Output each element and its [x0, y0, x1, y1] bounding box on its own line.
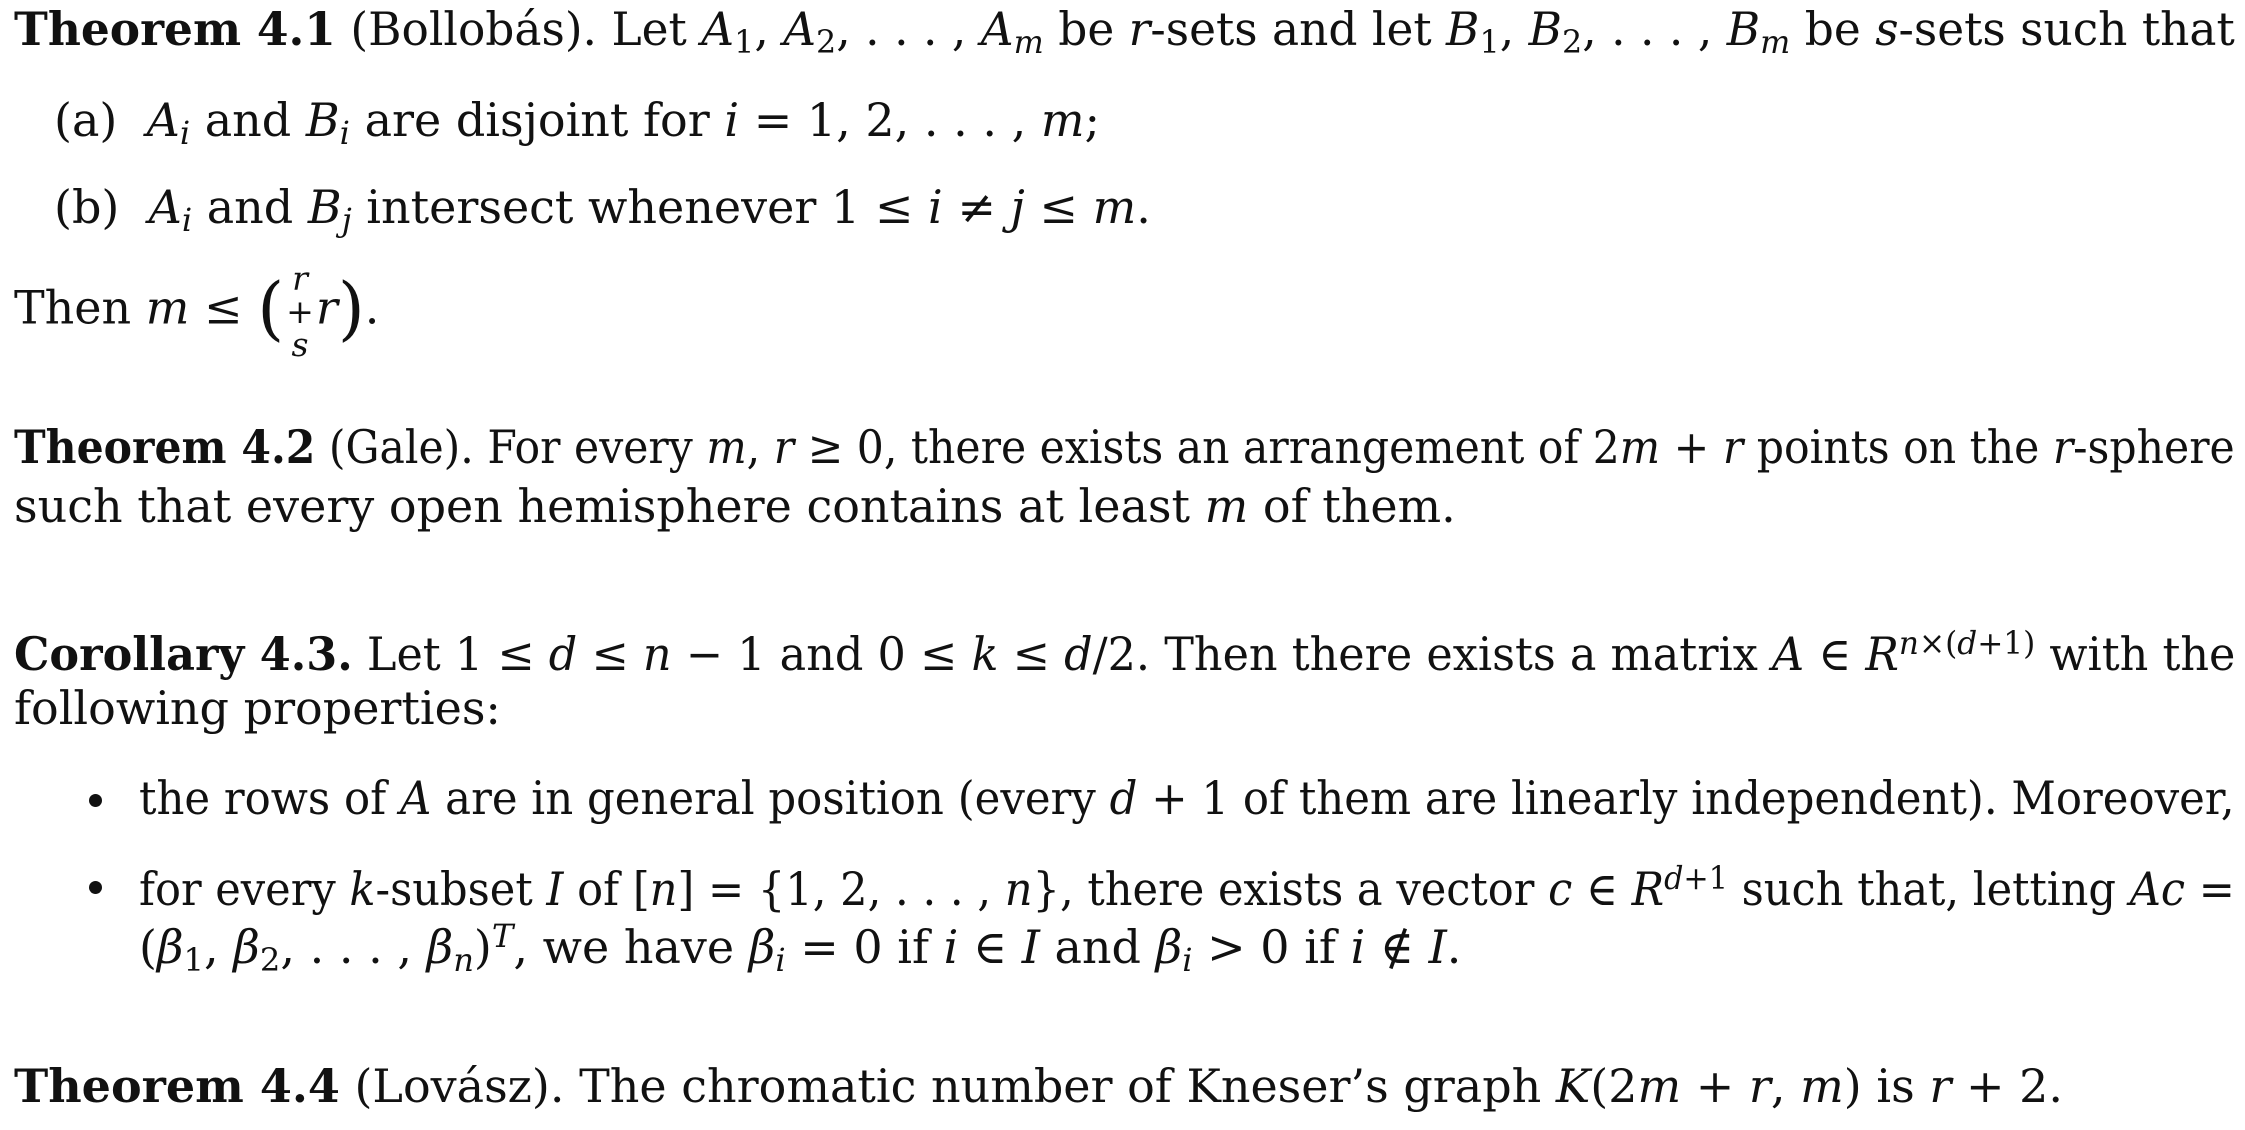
theorem-label: Theorem 4.2	[14, 420, 316, 474]
theorem-4-1-conclusion: Then m ≤ ( r + s r).	[14, 259, 380, 365]
theorem-4-1-line1: Theorem 4.1 (Bollobás). Let $A_1$, $A_2$, . . . , $A_m$ be r-sets and let $B_1$, $B_2$, . . . , $B_m$ be s-sets such that	[14, 2, 2235, 62]
theorem-label: Theorem 4.4	[14, 1059, 340, 1113]
theorem-label: Theorem 4.1	[14, 2, 336, 56]
corollary-4-3-bullet1: the rows of A are in general position (every d + 1 of them are linearly independent). Moreover,	[139, 771, 2235, 825]
corollary-4-3-line1: Corollary 4.3. Let 1 ≤ d ≤ n − 1 and 0 ≤ k ≤ d/2. Then there exists a matrix A ∈ $R^{n\times(d+1)}$ with the	[14, 624, 2236, 682]
bullet-marker	[89, 881, 102, 894]
theorem-attribution: (Bollobás).	[350, 2, 597, 56]
theorem-4-1-item-a: (a) $A_i$ and $B_i$ are disjoint for i = 1, 2, . . . , m;	[54, 93, 1100, 153]
corollary-4-3-line2: following properties:	[14, 681, 501, 735]
theorem-attribution: (Gale).	[328, 420, 474, 474]
corollary-4-3-bullet2-line2: ($\beta_1$, $\beta_2$, . . . , $\beta_n)^T$, we have $\beta_i = 0$ if i ∈ I and $\beta_i > 0$ if i ∉ I.	[139, 917, 1462, 980]
theorem-4-2-line2: such that every open hemisphere contains at least m of them.	[14, 479, 1456, 533]
corollary-label: Corollary 4.3.	[14, 627, 353, 682]
theorem-4-2-line1: Theorem 4.2 (Gale). For every m, r ≥ 0, there exists an arrangement of 2m + r points on the r-sphere	[14, 420, 2235, 474]
theorem-attribution: (Lovász).	[354, 1059, 565, 1113]
corollary-4-3-bullet2-line1: for every k-subset I of [n] = {1, 2, . . . , n}, there exists a vector c ∈ $R^{d+1}$ such that, letting Ac =	[139, 859, 2235, 917]
theorem-4-1-item-b: (b) $A_i$ and $B_j$ intersect whenever 1 ≤ i ≠ j ≤ m.	[54, 180, 1151, 240]
theorem-4-4: Theorem 4.4 (Lovász). The chromatic number of Kneser’s graph K(2m + r, m) is r + 2.	[14, 1059, 2064, 1113]
bullet-marker	[89, 794, 102, 807]
